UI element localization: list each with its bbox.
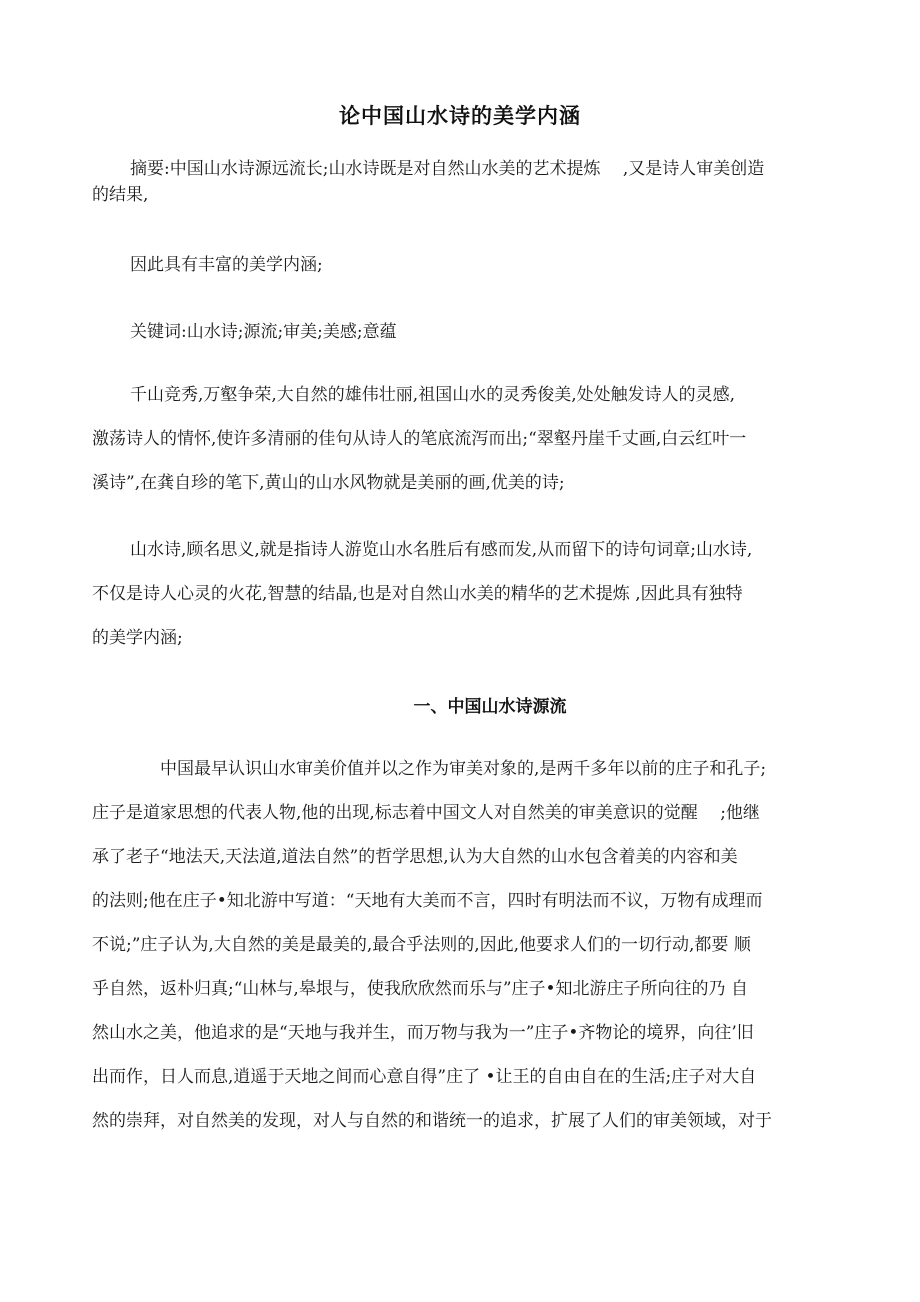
intro-paragraph-line: 溪诗”,在龚自珍的笔下,黄山的山水风物就是美丽的画,优美的诗;	[92, 473, 565, 493]
section-body-line: 的法则;他在庄子•知北游中写道：“天地有大美而不言，四时有明法而不议，万物有成理而	[92, 891, 763, 911]
section-body-line: 庄子是道家思想的代表人物,他的出现,标志着中国文人对自然美的审美意识的觉醒 ;他继	[92, 803, 760, 823]
keywords-line: 关键词:山水诗;源流;审美;美感;意蕴	[130, 322, 397, 342]
section-body-line: 乎自然，返朴归真;“山林与,皋垠与，使我欣欣然而乐与”庄子•知北游庄子所向往的乃 自	[92, 979, 748, 999]
intro-paragraph-line: 千山竞秀,万壑争荣,大自然的雄伟壮丽,祖国山水的灵秀俊美,处处触发诗人的灵感,	[130, 385, 736, 405]
section-body-line: 不说;”庄子认为,大自然的美是最美的,最合乎法则的,因此,他要求人们的一切行动,都要 顺	[92, 935, 751, 955]
intro-paragraph-line: 的美学内涵;	[92, 628, 183, 648]
intro-paragraph-line: 不仅是诗人心灵的火花,智慧的结晶,也是对自然山水美的精华的艺术提炼 ,因此具有独特	[92, 584, 743, 604]
section-body-line: 出而作，日人而息,逍遥于天地之间而心意自得”庄了 •让王的自由自在的生活;庄子对大自	[92, 1067, 757, 1087]
section-body-line: 然山水之美，他追求的是“天地与我并生，而万物与我为一”庄子•齐物论的境界，向往’旧	[92, 1023, 754, 1043]
intro-paragraph-line: 激荡诗人的情怀,使许多清丽的佳句从诗人的笔底流泻而出;“翠壑丹崖千丈画,白云红叶一	[92, 429, 747, 449]
abstract-line: 的结果,	[92, 185, 149, 205]
section-heading: 一、中国山水诗源流	[413, 697, 567, 717]
section-body-line: 然的崇拜，对自然美的发现，对人与自然的和谐统一的追求，扩展了人们的审美领域，对于	[92, 1111, 772, 1131]
intro-paragraph-line: 山水诗,顾名思义,就是指诗人游览山水名胜后有感而发,从而留下的诗句词章;山水诗,	[130, 540, 753, 560]
section-body-line: 中国最早认识山水审美价值并以之作为审美对象的,是两千多年以前的庄子和孔子;	[160, 759, 767, 779]
abstract-continuation: 因此具有丰富的美学内涵;	[130, 255, 323, 275]
section-body-line: 承了老子“地法天,天法道,道法自然”的哲学思想,认为大自然的山水包含着美的内容和美	[92, 847, 738, 867]
document-title: 论中国山水诗的美学内涵	[339, 104, 581, 128]
abstract-line: 摘要:中国山水诗源远流长;山水诗既是对自然山水美的艺术提炼 ,又是诗人审美创造	[130, 159, 765, 179]
